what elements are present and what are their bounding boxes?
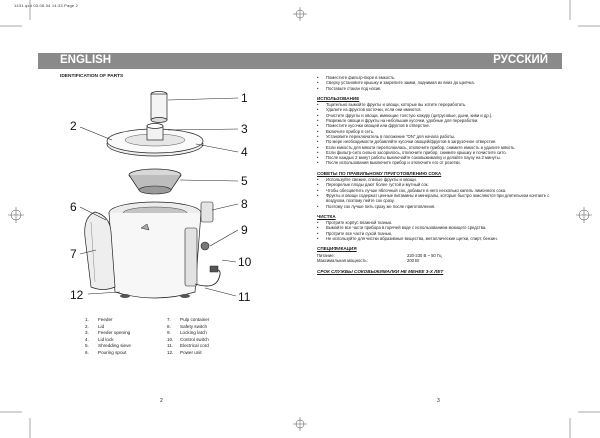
leader-8	[212, 204, 238, 210]
list-item: • Не используйте для чистки абразивные вещества, металлические щетки, спирт, бензин.	[317, 236, 565, 241]
page-number-left: 2	[160, 398, 163, 404]
list-item: • Фрукты и овощи содержат ценные витамины и минералы, которые быстро окисляются при длительном контакте с воздухом, поэтому пейте сок сразу.	[317, 193, 565, 204]
leader-2	[80, 127, 112, 140]
list-item: • По мере необходимости добавляйте кусочки овощей/фруктов в загрузочное отверстие.	[317, 139, 565, 144]
leader-7	[80, 250, 96, 254]
list-item: • Если фильтр-сито сильно засорилось, отключите прибор, снимите крышку и почистите сито.	[317, 150, 565, 155]
list-item: • Установите переключатель в положение "ON" для начала работы.	[317, 134, 565, 139]
leader-9	[210, 230, 238, 246]
list-item: • Поэтому сок лучше пить сразу же после приготовления.	[317, 204, 565, 209]
spec-value: 200 Вт	[407, 257, 420, 263]
part-name: Feeder	[98, 317, 113, 322]
callout-10: 10	[238, 255, 252, 269]
part-number: 12.	[167, 349, 174, 355]
leader-3	[168, 129, 238, 130]
part-number: 10.	[167, 336, 174, 342]
part-number: 8.	[167, 323, 171, 329]
usage-heading: ИСПОЛЬЗОВАНИЕ	[317, 95, 360, 101]
list-item: • Разрежьте овощи и фрукты на небольшие кусочки, удобные для переработки.	[317, 118, 565, 123]
part-number: 11.	[167, 343, 174, 349]
callout-9: 9	[241, 223, 248, 237]
list-item: • Поставьте стакан под носик.	[317, 86, 565, 91]
part-name: Safety switch	[180, 323, 208, 329]
part-number: 4.	[85, 336, 89, 342]
callout-11: 11	[238, 290, 251, 304]
part-number: 3.	[85, 330, 89, 336]
english-heading: ENGLISH	[60, 54, 112, 66]
leader-12	[88, 292, 120, 294]
spec-heading: СПЕЦИФИКАЦИЯ	[317, 246, 357, 252]
part-number: 9.	[167, 330, 171, 336]
russian-heading: РУССКИЙ	[493, 54, 548, 66]
spec-value: 220-230 В ~ 50 Гц	[407, 252, 442, 258]
list-item: • Перезрелые плоды дают более густой и мутный сок.	[317, 182, 565, 187]
list-item: • Поместите фильтр-пюре в емкость.	[317, 75, 565, 80]
list-item: • Чтобы обесцветить лучше яблочный сок, добавьте в него несколько капель лимонного сока.	[317, 188, 565, 193]
parts-row	[85, 324, 209, 331]
list-item: • Включите прибор в сеть.	[317, 129, 565, 134]
callout-3: 3	[241, 122, 248, 136]
part-number: 6.	[85, 349, 89, 355]
part-name: Pulp container	[180, 317, 210, 322]
assembly-list	[317, 75, 565, 91]
part-number: 1.	[85, 317, 89, 322]
list-item: • Поместите кусочки овощей или фруктов в отверстие.	[317, 123, 565, 128]
page-number-right: 3	[437, 398, 440, 404]
list-item: • Удалите из фруктов косточки, если они имеются.	[317, 107, 565, 112]
part-name: Control switch	[180, 336, 209, 342]
parts-list	[85, 317, 209, 357]
part-name: Shredding sieve	[98, 343, 131, 349]
parts-row	[85, 343, 209, 350]
part-number: 2.	[85, 323, 89, 329]
service-life-note: СРОК СЛУЖБЫ СОКОВЫЖИМАЛКИ НЕ МЕНЕЕ 3-Х ЛЕТ	[317, 269, 444, 275]
part-name: Lid	[98, 323, 105, 329]
list-item: • Протрите все части сухой тканью.	[317, 231, 565, 236]
list-item: • Если емкость для мякоти переполнилась, отключите прибор, снимите емкость и удалите мякоть.	[317, 145, 565, 150]
list-item: • После каждых 2 минут работы выключайте соковыжималку и делайте паузу на 2 минуты.	[317, 155, 565, 160]
callout-5: 5	[241, 174, 248, 188]
list-item: • Очистите фрукты и овощи, имеющие толстую кожуру (цитрусовые, дыни, киви и др.).	[317, 113, 565, 118]
cleaning-list	[317, 220, 565, 241]
part-name: Feeder opening	[98, 330, 131, 336]
leader-4	[196, 144, 238, 152]
parts-row	[85, 330, 209, 337]
spec-key: Питание:	[317, 252, 335, 258]
list-item: • Вымойте все части прибора в горячей воде с использованием моющего средства.	[317, 225, 565, 230]
spec-key: Максимальная мощность:	[317, 257, 368, 263]
tips-heading: СОВЕТЫ ПО ПРАВИЛЬНОМУ ПРИГОТОВЛЕНИЮ СОКА	[317, 170, 442, 176]
callout-2: 2	[70, 119, 77, 133]
parts-row	[85, 317, 209, 324]
russian-column	[317, 75, 565, 275]
list-item: • Протрите корпус влажной тканью.	[317, 220, 565, 225]
part-name: Electrical cord	[180, 343, 209, 349]
leader-5	[180, 180, 238, 181]
part-number: 7.	[167, 317, 171, 322]
identification-heading: IDENTIFICATION OF PARTS	[60, 74, 124, 79]
callout-1: 1	[241, 91, 248, 105]
list-item: • После использования выключите прибор и отключите его от розетки.	[317, 160, 565, 165]
part-name: Lid lock	[98, 336, 114, 342]
print-slug: 1431.qxd 03.06.04 14:33 Page 2	[14, 3, 79, 8]
callout-6: 6	[70, 200, 77, 214]
parts-row	[85, 350, 209, 357]
callout-4: 4	[241, 145, 248, 159]
leader-1	[168, 98, 238, 100]
leader-10	[222, 260, 236, 262]
tips-list	[317, 177, 565, 209]
callout-8: 8	[241, 197, 248, 211]
spec-row	[317, 258, 565, 263]
list-item: • Используйте свежие, спелые фрукты и овощи.	[317, 177, 565, 182]
leader-11	[205, 288, 236, 296]
part-name: Pouring spout	[98, 349, 127, 355]
part-name: Locking latch	[180, 330, 207, 336]
part-name: Power unit	[180, 349, 202, 355]
leader-6	[80, 207, 106, 220]
part-number: 5.	[85, 343, 89, 349]
list-item: • Сверху установите крышку и закрепите замки, поднимая их вниз до щелчка.	[317, 80, 565, 85]
callout-12: 12	[70, 288, 84, 302]
cleaning-heading: ЧИСТКА	[317, 213, 336, 219]
callout-7: 7	[70, 247, 77, 261]
parts-row	[85, 337, 209, 344]
usage-list	[317, 102, 565, 166]
list-item: • Тщательно вымойте фрукты и овощи, которые вы хотите переработать.	[317, 102, 565, 107]
